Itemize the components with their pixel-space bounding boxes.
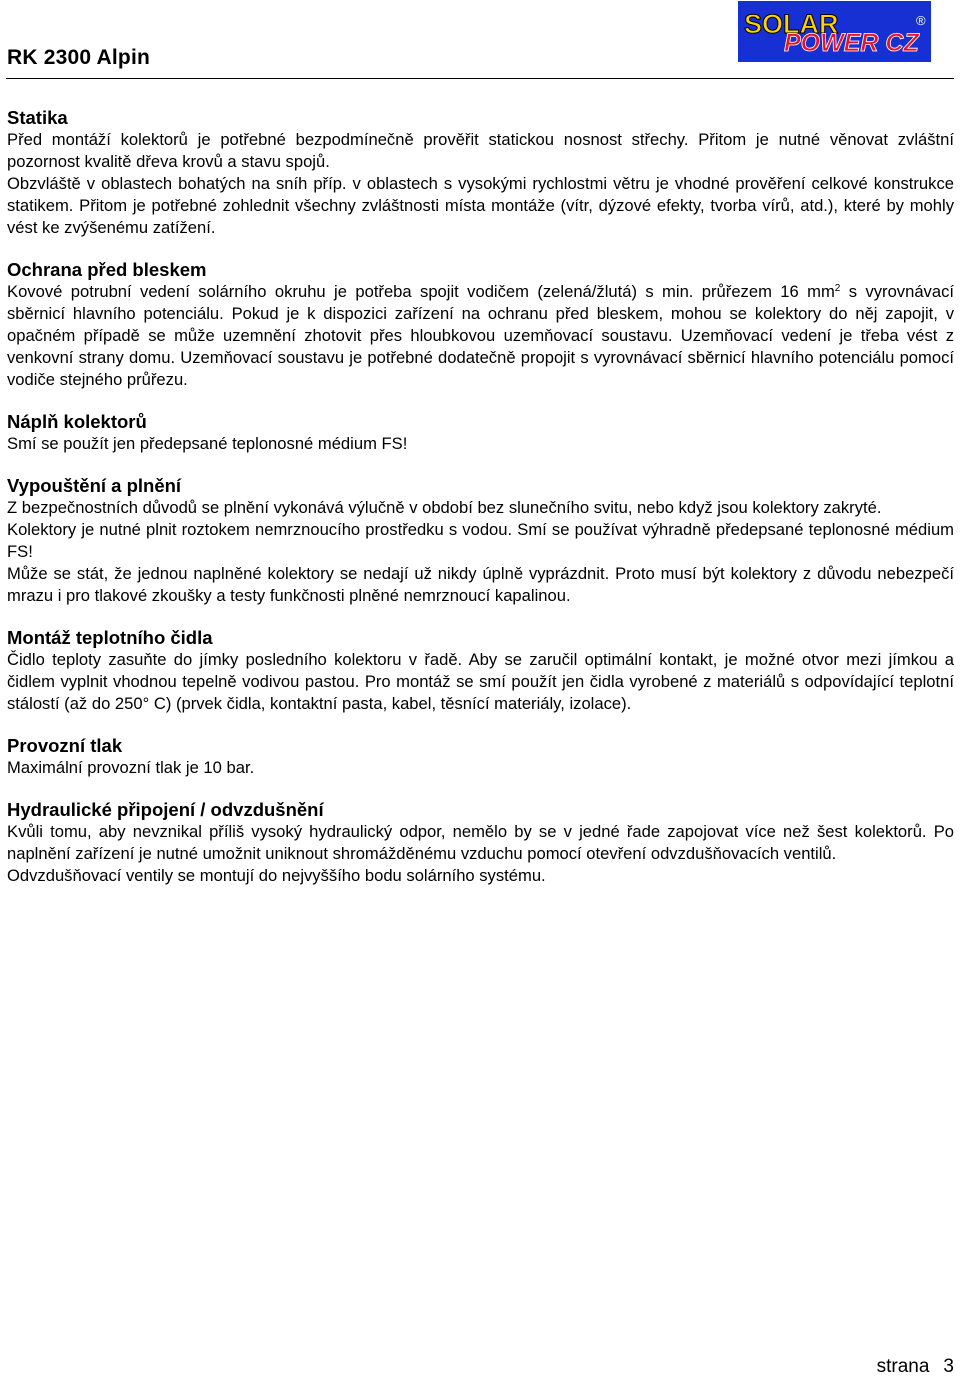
paragraph-text: s vyrovnávací sběrnicí hlavního potenciálu. Pokud je k dispozici zařízení na ochranu před bleskem, mohou se kolektory do něj zapojit, v opačném případě se může uzemnění zhotovit přes hloubkovou uzemňovací soustavu. Uzemňovací vedení je třeba vést z venkovní strany domu. Uzemňovací soustavu je potřebné dodatečně propojit s vyrovnávací sběrnicí hlavního potenciálu pomocí vodiče stejného průřezu. bbox=[7, 282, 954, 389]
paragraph: Z bezpečnostních důvodů se plnění vykonává výlučně v období bez slunečního svitu, nebo když jsou kolektory zakryté. bbox=[7, 498, 882, 517]
section-operating-pressure bbox=[7, 735, 954, 779]
section-statika bbox=[7, 107, 954, 239]
paragraph: Může se stát, že jednou naplněné kolektory se nedají už nikdy úplně vyprázdnit. Proto musí být kolektory z důvodu nebezpečí mrazu i pro tlakové zkoušky a testy funkčnosti plněné nemrznoucí kapalinou. bbox=[7, 564, 954, 605]
section-heading: Montáž teplotního čidla bbox=[7, 627, 213, 648]
header-divider bbox=[6, 78, 954, 79]
section-heading: Náplň kolektorů bbox=[7, 411, 147, 432]
section-lightning-protection bbox=[7, 259, 954, 391]
page-label: strana bbox=[876, 1356, 930, 1377]
registered-mark-icon: ® bbox=[916, 13, 926, 28]
paragraph-text: Kovové potrubní vedení solárního okruhu je potřeba spojit vodičem (zelená/žlutá) s min. průřezem 16 mm bbox=[7, 282, 835, 301]
section-heading: Ochrana před bleskem bbox=[7, 259, 207, 280]
paragraph: Smí se použít jen předepsané teplonosné médium FS! bbox=[7, 434, 408, 453]
logo-word-solar: SOLAR bbox=[744, 9, 839, 39]
paragraph: Maximální provozní tlak je 10 bar. bbox=[7, 758, 255, 777]
paragraph: Čidlo teploty zasuňte do jímky posledního kolektoru v řadě. Aby se zaručil optimální kontakt, je možné otvor mezi jímkou a čidlem vyplnit vhodnou tepelně vodivou pastou. Pro montáž se smí použít jen čidla vyrobené z materiálů s odpovídající teplotní stálostí (až do 250° C) (prvek čidla, kontaktní pasta, kabel, těsnící materiály, izolace). bbox=[7, 650, 954, 713]
paragraph: Obzvláště v oblastech bohatých na sníh příp. v oblastech s vysokými rychlostmi větru je vhodné prověření celkové konstrukce statikem. Přitom je potřebné zohlednit všechny zvláštnosti místa montáže (vítr, dýzové efekty, tvorba vírů, atd.), které by mohly vést ke zvýšenému zatížení. bbox=[7, 174, 954, 237]
paragraph: Kolektory je nutné plnit roztokem nemrznoucího prostředku s vodou. Smí se používat výhradně předepsané teplonosné médium FS! bbox=[7, 520, 954, 561]
logo-word-power: POWER CZ bbox=[784, 29, 919, 57]
section-hydraulic-connection bbox=[7, 799, 954, 887]
page-footer bbox=[877, 1356, 954, 1378]
section-heading: Statika bbox=[7, 107, 68, 128]
superscript: 2 bbox=[834, 283, 841, 294]
paragraph: Kvůli tomu, aby nevznikal příliš vysoký hydraulický odpor, nemělo by se v jedné řade zapojovat více než šest kolektorů. Po naplnění zařízení je nutné umožnit uniknout shromážděnému vzduchu pomocí otevření odvzdušňovacích ventilů. bbox=[7, 822, 954, 863]
page-number: 3 bbox=[943, 1356, 954, 1377]
document-body bbox=[7, 107, 954, 907]
solar-power-cz-logo bbox=[738, 1, 931, 62]
document-title: RK 2300 Alpin bbox=[7, 46, 151, 69]
section-heading: Vypouštění a plnění bbox=[7, 475, 182, 496]
paragraph bbox=[7, 281, 954, 391]
section-heading: Provozní tlak bbox=[7, 735, 123, 756]
section-draining-filling bbox=[7, 475, 954, 607]
section-sensor-mounting bbox=[7, 627, 954, 715]
section-heading: Hydraulické připojení / odvzdušnění bbox=[7, 799, 324, 820]
paragraph: Odvzdušňovací ventily se montují do nejvyššího bodu solárního systému. bbox=[7, 866, 546, 885]
section-collector-fill bbox=[7, 411, 954, 455]
paragraph: Před montáží kolektorů je potřebné bezpodmínečně prověřit statickou nosnost střechy. Přitom je nutné věnovat zvláštní pozornost kvalitě dřeva krovů a stavu spojů. bbox=[7, 130, 954, 171]
